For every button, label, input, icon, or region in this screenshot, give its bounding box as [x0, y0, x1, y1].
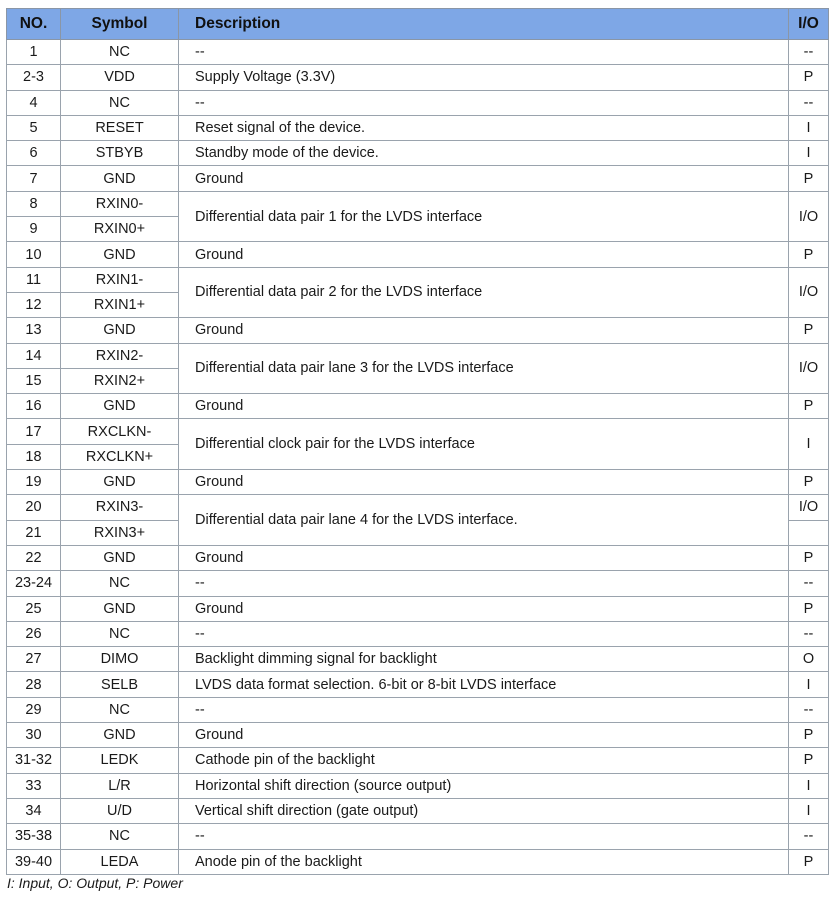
- pin-symbol-cell: DIMO: [61, 647, 179, 672]
- pin-description-cell: Ground: [179, 545, 789, 570]
- pin-io-cell: --: [789, 571, 829, 596]
- table-row: [7, 596, 829, 621]
- table-row: [7, 495, 829, 520]
- table-row: [7, 318, 829, 343]
- pin-symbol-cell: SELB: [61, 672, 179, 697]
- pin-number-cell: 1: [7, 40, 61, 65]
- pin-description-cell: Horizontal shift direction (source output): [179, 773, 789, 798]
- pin-number-cell: 27: [7, 647, 61, 672]
- pin-number-cell: 22: [7, 545, 61, 570]
- pin-symbol-cell: RXIN1-: [61, 267, 179, 292]
- pin-description-cell: --: [179, 571, 789, 596]
- pin-description-cell: --: [179, 621, 789, 646]
- pin-io-cell: P: [789, 470, 829, 495]
- pin-io-cell: --: [789, 621, 829, 646]
- pin-description-cell: Backlight dimming signal for backlight: [179, 647, 789, 672]
- pin-symbol-cell: RXIN1+: [61, 292, 179, 317]
- table-row: [7, 571, 829, 596]
- pin-symbol-cell: NC: [61, 571, 179, 596]
- table-header: [7, 9, 829, 40]
- io-legend-note: I: Input, O: Output, P: Power: [7, 875, 183, 891]
- pin-io-cell: P: [789, 748, 829, 773]
- pin-symbol-cell: RXCLKN+: [61, 444, 179, 469]
- table-row: [7, 647, 829, 672]
- pin-symbol-cell: GND: [61, 723, 179, 748]
- pin-number-cell: 6: [7, 141, 61, 166]
- table-row: [7, 191, 829, 216]
- pin-description-cell: Anode pin of the backlight: [179, 849, 789, 874]
- pin-number-cell: 12: [7, 292, 61, 317]
- pin-description-cell: Cathode pin of the backlight: [179, 748, 789, 773]
- pin-io-cell: I: [789, 672, 829, 697]
- pin-io-cell: P: [789, 166, 829, 191]
- pin-number-cell: 4: [7, 90, 61, 115]
- pin-symbol-cell: RXIN0+: [61, 217, 179, 242]
- pin-number-cell: 13: [7, 318, 61, 343]
- header-symbol: Symbol: [61, 9, 179, 40]
- pin-description-cell: --: [179, 90, 789, 115]
- pin-io-cell: P: [789, 849, 829, 874]
- pin-description-cell: Ground: [179, 166, 789, 191]
- header-description: Description: [179, 9, 789, 40]
- table-row: [7, 343, 829, 368]
- table-row: [7, 65, 829, 90]
- pin-description-cell: Differential data pair 2 for the LVDS interface: [179, 267, 789, 318]
- pin-number-cell: 7: [7, 166, 61, 191]
- pin-number-cell: 17: [7, 419, 61, 444]
- pin-number-cell: 30: [7, 723, 61, 748]
- pin-io-cell: I/O: [789, 191, 829, 242]
- pin-symbol-cell: RESET: [61, 115, 179, 140]
- pin-symbol-cell: RXIN3+: [61, 520, 179, 545]
- table-row: [7, 849, 829, 874]
- pin-number-cell: 18: [7, 444, 61, 469]
- pin-io-cell: P: [789, 394, 829, 419]
- pin-symbol-cell: GND: [61, 470, 179, 495]
- pin-number-cell: 20: [7, 495, 61, 520]
- pin-description-cell: Ground: [179, 318, 789, 343]
- header-row: [7, 9, 829, 40]
- pin-io-cell: I: [789, 115, 829, 140]
- table-row: [7, 672, 829, 697]
- table-row: [7, 419, 829, 444]
- pin-io-cell: I: [789, 419, 829, 470]
- pin-description-cell: LVDS data format selection. 6-bit or 8-bit LVDS interface: [179, 672, 789, 697]
- pin-number-cell: 33: [7, 773, 61, 798]
- table-row: [7, 40, 829, 65]
- pin-io-cell: --: [789, 90, 829, 115]
- table-row: [7, 773, 829, 798]
- pin-description-cell: Ground: [179, 394, 789, 419]
- table-row: [7, 166, 829, 191]
- pin-description-cell: Standby mode of the device.: [179, 141, 789, 166]
- header-no: NO.: [7, 9, 61, 40]
- pin-description-cell: Ground: [179, 596, 789, 621]
- pin-description-cell: Vertical shift direction (gate output): [179, 798, 789, 823]
- pin-symbol-cell: RXIN3-: [61, 495, 179, 520]
- pin-io-cell: O: [789, 647, 829, 672]
- pin-symbol-cell: VDD: [61, 65, 179, 90]
- pin-symbol-cell: GND: [61, 394, 179, 419]
- pin-symbol-cell: GND: [61, 166, 179, 191]
- pin-symbol-cell: GND: [61, 242, 179, 267]
- pin-io-cell: P: [789, 596, 829, 621]
- pin-description-cell: --: [179, 40, 789, 65]
- table-row: [7, 394, 829, 419]
- pin-io-cell: I/O: [789, 495, 829, 520]
- pin-symbol-cell: STBYB: [61, 141, 179, 166]
- pin-io-cell: [789, 520, 829, 545]
- pin-io-cell: P: [789, 723, 829, 748]
- pin-symbol-cell: NC: [61, 40, 179, 65]
- pin-number-cell: 9: [7, 217, 61, 242]
- pin-number-cell: 26: [7, 621, 61, 646]
- pin-number-cell: 15: [7, 368, 61, 393]
- table-row: [7, 824, 829, 849]
- pin-number-cell: 31-32: [7, 748, 61, 773]
- pin-number-cell: 2-3: [7, 65, 61, 90]
- table-row: [7, 90, 829, 115]
- pin-symbol-cell: U/D: [61, 798, 179, 823]
- pin-number-cell: 5: [7, 115, 61, 140]
- pin-symbol-cell: LEDK: [61, 748, 179, 773]
- table-row: [7, 748, 829, 773]
- pin-number-cell: 29: [7, 697, 61, 722]
- pin-symbol-cell: NC: [61, 90, 179, 115]
- pin-io-cell: --: [789, 824, 829, 849]
- pin-number-cell: 14: [7, 343, 61, 368]
- pin-symbol-cell: GND: [61, 545, 179, 570]
- pin-description-cell: Ground: [179, 723, 789, 748]
- table-row: [7, 545, 829, 570]
- pin-io-cell: I: [789, 798, 829, 823]
- table-row: [7, 470, 829, 495]
- pin-symbol-cell: NC: [61, 824, 179, 849]
- table-row: [7, 141, 829, 166]
- table-row: [7, 723, 829, 748]
- pin-description-cell: --: [179, 697, 789, 722]
- pin-description-cell: --: [179, 824, 789, 849]
- pin-number-cell: 28: [7, 672, 61, 697]
- pin-number-cell: 19: [7, 470, 61, 495]
- pin-number-cell: 21: [7, 520, 61, 545]
- pin-table: [6, 8, 829, 875]
- pin-symbol-cell: RXIN2-: [61, 343, 179, 368]
- header-io: I/O: [789, 9, 829, 40]
- pin-symbol-cell: L/R: [61, 773, 179, 798]
- pin-io-cell: P: [789, 545, 829, 570]
- table-row: [7, 798, 829, 823]
- pin-io-cell: I/O: [789, 267, 829, 318]
- pin-io-cell: I: [789, 773, 829, 798]
- pin-symbol-cell: RXIN0-: [61, 191, 179, 216]
- pin-description-cell: Reset signal of the device.: [179, 115, 789, 140]
- pin-number-cell: 23-24: [7, 571, 61, 596]
- pin-symbol-cell: NC: [61, 621, 179, 646]
- pin-symbol-cell: RXIN2+: [61, 368, 179, 393]
- pin-symbol-cell: RXCLKN-: [61, 419, 179, 444]
- pin-number-cell: 35-38: [7, 824, 61, 849]
- table-row: [7, 621, 829, 646]
- pin-symbol-cell: GND: [61, 318, 179, 343]
- pin-description-cell: Ground: [179, 470, 789, 495]
- pin-description-cell: Ground: [179, 242, 789, 267]
- pin-description-cell: Differential data pair 1 for the LVDS interface: [179, 191, 789, 242]
- pin-description-cell: Differential data pair lane 3 for the LVDS interface: [179, 343, 789, 394]
- pin-io-cell: P: [789, 65, 829, 90]
- pin-io-cell: P: [789, 318, 829, 343]
- pin-number-cell: 25: [7, 596, 61, 621]
- pin-description-cell: Supply Voltage (3.3V): [179, 65, 789, 90]
- table-body: [7, 40, 829, 875]
- pin-symbol-cell: NC: [61, 697, 179, 722]
- pin-io-cell: P: [789, 242, 829, 267]
- pin-description-cell: Differential data pair lane 4 for the LVDS interface.: [179, 495, 789, 546]
- pin-number-cell: 39-40: [7, 849, 61, 874]
- table-row: [7, 267, 829, 292]
- pin-number-cell: 8: [7, 191, 61, 216]
- pin-io-cell: I: [789, 141, 829, 166]
- pin-number-cell: 11: [7, 267, 61, 292]
- table-row: [7, 697, 829, 722]
- pin-number-cell: 16: [7, 394, 61, 419]
- table-row: [7, 242, 829, 267]
- pin-symbol-cell: GND: [61, 596, 179, 621]
- pin-number-cell: 10: [7, 242, 61, 267]
- pin-description-cell: Differential clock pair for the LVDS interface: [179, 419, 789, 470]
- pin-number-cell: 34: [7, 798, 61, 823]
- pin-symbol-cell: LEDA: [61, 849, 179, 874]
- table-row: [7, 115, 829, 140]
- pin-io-cell: I/O: [789, 343, 829, 394]
- pin-io-cell: --: [789, 697, 829, 722]
- pin-io-cell: --: [789, 40, 829, 65]
